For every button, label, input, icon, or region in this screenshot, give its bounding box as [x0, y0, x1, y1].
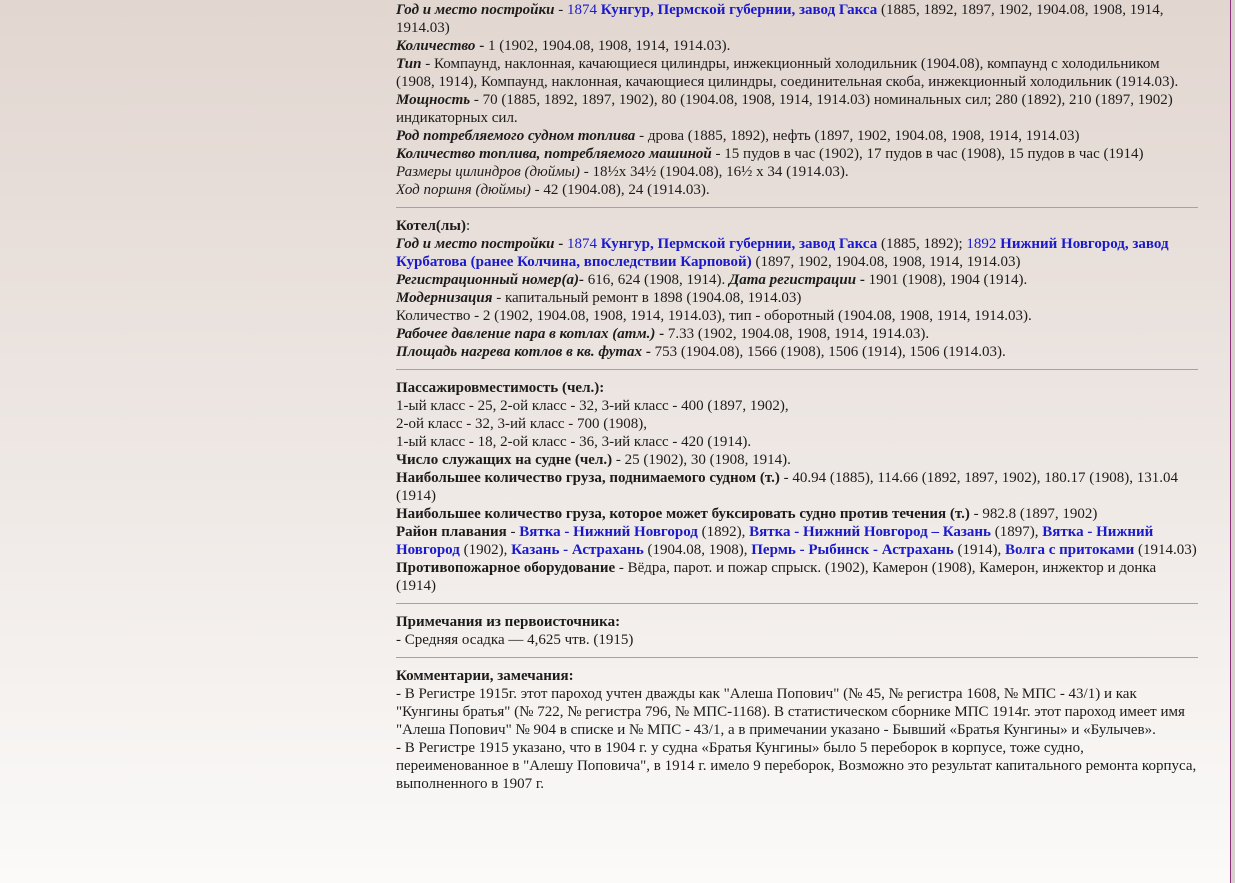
field-label: Год и место постройки	[396, 2, 555, 18]
tow-line: Наибольшее количество груза, которое может буксировать судно против течения (т.) - 982.8 (1897, 1902)	[396, 506, 1098, 522]
engine-built-line: Год и место постройки - 1874 Кунгур, Пермской губернии, завод Гакса (1885, 1892, 1897, 1902, 1904.08, 1908, 1914, 1914.03)	[396, 2, 1164, 36]
route-link[interactable]: Вятка - Нижний Новгород – Казань	[749, 524, 991, 540]
passengers-line: 2-ой класс - 32, 3-ий класс - 700 (1908),	[396, 416, 648, 432]
field-label: Модернизация	[396, 290, 493, 306]
field-label: Количество	[396, 38, 476, 54]
crew-line: Число служащих на судне (чел.) - 25 (1902), 30 (1908, 1914).	[396, 452, 791, 468]
engine-cylinders-line: Размеры цилиндров (дюймы) - 18½х 34½ (1904.08), 16½ х 34 (1914.03).	[396, 164, 849, 180]
field-value: (1897, 1902, 1904.08, 1908, 1914, 1914.03)	[755, 254, 1021, 270]
engine-type-line: Тип - Компаунд, наклонная, качающиеся цилиндры, инжекционный холодильник (1904.08), компаунд с холодильником (1908, 1914), Компаунд, наклонная, качающиеся цилиндры, соединительная скоба, инжекционный холодильник (1914.03).	[396, 56, 1179, 90]
section-divider	[396, 369, 1198, 370]
section-divider	[396, 207, 1198, 208]
route-years: (1904.08, 1908),	[647, 542, 748, 558]
engine-section	[396, 1, 1198, 199]
engine-consumption-line: Количество топлива, потребляемого машиной - 15 пудов в час (1902), 17 пудов в час (1908), 15 пудов в час (1914)	[396, 146, 1144, 162]
field-value: (1885, 1892);	[881, 236, 963, 252]
route-years: (1897),	[994, 524, 1039, 540]
field-value: 616, 624 (1908, 1914).	[587, 272, 726, 288]
passengers-line: 1-ый класс - 25, 2-ой класс - 32, 3-ий класс - 400 (1897, 1902),	[396, 398, 789, 414]
route-years: (1914.03)	[1137, 542, 1197, 558]
route-link[interactable]: Вятка - Нижний Новгород	[519, 524, 698, 540]
field-label: Мощность	[396, 92, 471, 108]
engine-power-line: Мощность - 70 (1885, 1892, 1897, 1902), 80 (1904.08, 1908, 1914, 1914.03) номинальных сил; 280 (1892), 210 (1897, 1902) индикаторных сил.	[396, 92, 1173, 126]
field-value: 7.33 (1902, 1904.08, 1908, 1914, 1914.03).	[667, 326, 930, 342]
comments-heading: Комментарии, замечания:	[396, 668, 574, 684]
factory-link[interactable]: Кунгур, Пермской губернии, завод Гакса	[600, 236, 878, 252]
year-link[interactable]: 1874	[566, 236, 597, 252]
field-value: 753 (1904.08), 1566 (1908), 1506 (1914), 1506 (1914.03).	[654, 344, 1006, 360]
field-value: 15 пудов в час (1902), 17 пудов в час (1908), 15 пудов в час (1914)	[724, 146, 1144, 162]
field-label: Ход поршня (дюймы)	[396, 182, 531, 198]
field-label: Площадь нагрева котлов в кв. футах	[396, 344, 643, 360]
field-label: Дата регистрации	[729, 272, 857, 288]
engine-stroke-line: Ход поршня (дюймы) - 42 (1904.08), 24 (1914.03).	[396, 182, 710, 198]
field-value: Вёдра, парот. и пожар спрыск. (1902), Камерон (1908), Камерон, инжектор и донка (1914)	[396, 560, 1157, 594]
boiler-built-line: Год и место постройки - 1874 Кунгур, Пермской губернии, завод Гакса (1885, 1892); 1892 Нижний Новгород, завод Курбатова (ранее Колчина, впоследствии Карповой) (1897, 1902, 1904.08, 1908, 1914, 1914.03)	[396, 236, 1169, 270]
field-value: дрова (1885, 1892), нефть (1897, 1902, 1904.08, 1908, 1914, 1914.03)	[647, 128, 1080, 144]
field-value: Компаунд, наклонная, качающиеся цилиндры, инжекционный холодильник (1904.08), компаунд с холодильником (1908, 1914), Компаунд, наклонная, качающиеся цилиндры, соединительная скоба, инжекционный холодильник (1914.03).	[396, 56, 1179, 90]
field-value: 42 (1904.08), 24 (1914.03).	[543, 182, 710, 198]
factory-link[interactable]: Кунгур, Пермской губернии, завод Гакса	[600, 2, 878, 18]
field-label: Наибольшее количество груза, поднимаемого судном (т.)	[396, 470, 780, 486]
factory-link[interactable]: Нижний Новгород, завод Курбатова (ранее Колчина, впоследствии Карповой)	[396, 236, 1169, 270]
routes-line: Район плавания - Вятка - Нижний Новгород (1892), Вятка - Нижний Новгород – Казань (1897), Вятка - Нижний Новгород (1902), Казань - Астрахань (1904.08, 1908), Пермь - Рыбинск - Астрахань (1914), Волга с притоками (1914.03)	[396, 524, 1197, 558]
year-link[interactable]: 1892	[966, 236, 997, 252]
field-value: 982.8 (1897, 1902)	[982, 506, 1098, 522]
field-value: 40.94 (1885), 114.66 (1892, 1897, 1902), 180.17 (1908), 131.04 (1914)	[396, 470, 1178, 504]
field-value: капитальный ремонт в 1898 (1904.08, 1914.03)	[504, 290, 802, 306]
boiler-heading: Котел(лы):	[396, 218, 471, 234]
cargo-line: Наибольшее количество груза, поднимаемого судном (т.) - 40.94 (1885), 114.66 (1892, 1897, 1902), 180.17 (1908), 131.04 (1914)	[396, 470, 1178, 504]
passengers-heading: Пассажировместимость (чел.):	[396, 380, 605, 396]
notes-line: - Средняя осадка — 4,625 чтв. (1915)	[396, 632, 634, 648]
route-link[interactable]: Пермь - Рыбинск - Астрахань	[751, 542, 954, 558]
field-label: Наибольшее количество груза, которое может буксировать судно против течения (т.)	[396, 506, 970, 522]
field-value: (1885, 1892, 1897, 1902, 1904.08, 1908, 1914, 1914.03)	[396, 2, 1164, 36]
notes-heading: Примечания из первоисточника:	[396, 614, 621, 630]
field-value: 25 (1902), 30 (1908, 1914).	[624, 452, 791, 468]
section-divider	[396, 657, 1198, 658]
field-label: Рабочее давление пара в котлах (атм.)	[396, 326, 656, 342]
route-years: (1914),	[957, 542, 1002, 558]
field-value: 1 (1902, 1904.08, 1908, 1914, 1914.03).	[487, 38, 731, 54]
boiler-section	[396, 217, 1198, 361]
field-label: Регистрационный номер(а)-	[396, 272, 584, 288]
field-label: Род потребляемого судном топлива	[396, 128, 636, 144]
field-label: Количество топлива, потребляемого машиной	[396, 146, 712, 162]
route-link[interactable]: Волга с притоками	[1004, 542, 1135, 558]
engine-fuel-line: Род потребляемого судном топлива - дрова (1885, 1892), нефть (1897, 1902, 1904.08, 1908, 1914, 1914.03)	[396, 128, 1080, 144]
section-divider	[396, 603, 1198, 604]
field-label: Год и место постройки	[396, 236, 555, 252]
boiler-pressure-line: Рабочее давление пара в котлах (атм.) - 7.33 (1902, 1904.08, 1908, 1914, 1914.03).	[396, 326, 930, 342]
ship-record-content	[396, 1, 1198, 793]
notes-section	[396, 613, 1198, 649]
section-heading: Котел(лы)	[396, 218, 466, 234]
field-value: 18½х 34½ (1904.08), 16½ х 34 (1914.03).	[592, 164, 849, 180]
boiler-modern-line: Модернизация - капитальный ремонт в 1898 (1904.08, 1914.03)	[396, 290, 802, 306]
field-label: Противопожарное оборудование	[396, 560, 616, 576]
boiler-reg-line: Регистрационный номер(а)- 616, 624 (1908, 1914). Дата регистрации - 1901 (1908), 1904 (1914).	[396, 272, 1028, 288]
route-link[interactable]: Казань - Астрахань	[511, 542, 644, 558]
operations-section	[396, 379, 1198, 595]
comment-paragraph: - В Регистре 1915 указано, что в 1904 г. у судна «Братья Кунгины» было 5 переборок в корпусе, тоже судно, переименованное в "Алешу Поповича", в 1914 г. имело 9 переборок, Возможно это результат капитального ремонта корпуса, выполненного в 1907 г.	[396, 740, 1197, 792]
page-right-border	[1230, 0, 1231, 883]
fire-equipment-line: Противопожарное оборудование - Вёдра, парот. и пожар спрыск. (1902), Камерон (1908), Камерон, инжектор и донка (1914)	[396, 560, 1157, 594]
page-right-strip	[1231, 0, 1235, 883]
boiler-qty-line: Количество - 2 (1902, 1904.08, 1908, 1914, 1914.03), тип - оборотный (1904.08, 1908, 1914, 1914.03).	[396, 308, 1032, 324]
field-value: 1901 (1908), 1904 (1914).	[868, 272, 1028, 288]
boiler-area-line: Площадь нагрева котлов в кв. футах - 753 (1904.08), 1566 (1908), 1506 (1914), 1506 (1914.03).	[396, 344, 1006, 360]
field-value: 70 (1885, 1892, 1897, 1902), 80 (1904.08, 1908, 1914, 1914.03) номинальных сил; 280 (1892), 210 (1897, 1902) индикаторных сил.	[396, 92, 1173, 126]
comment-paragraph: - В Регистре 1915г. этот пароход учтен дважды как "Алеша Попович" (№ 45, № регистра 1608, № МПС - 43/1) и как "Кунгины братья" (№ 722, № регистра 796, № МПС-1168). В статистическом сборнике МПС 1914г. этот пароход имеет имя "Алеша Попович" № 904 в списке и № МПС - 43/1, а в примечании указано - Бывший «Братья Кунгины» и «Булычев».	[396, 686, 1185, 738]
field-label: Район плавания	[396, 524, 507, 540]
field-label: Тип	[396, 56, 422, 72]
field-label: Размеры цилиндров (дюймы)	[396, 164, 580, 180]
passengers-line: 1-ый класс - 18, 2-ой класс - 36, 3-ий класс - 420 (1914).	[396, 434, 752, 450]
comments-section	[396, 667, 1198, 793]
field-label: Число служащих на судне (чел.)	[396, 452, 613, 468]
route-link[interactable]: Вятка - Нижний Новгород	[396, 524, 1154, 558]
engine-qty-line: Количество - 1 (1902, 1904.08, 1908, 1914, 1914.03).	[396, 38, 731, 54]
year-link[interactable]: 1874	[566, 2, 597, 18]
route-years: (1892),	[701, 524, 746, 540]
route-years: (1902),	[463, 542, 508, 558]
